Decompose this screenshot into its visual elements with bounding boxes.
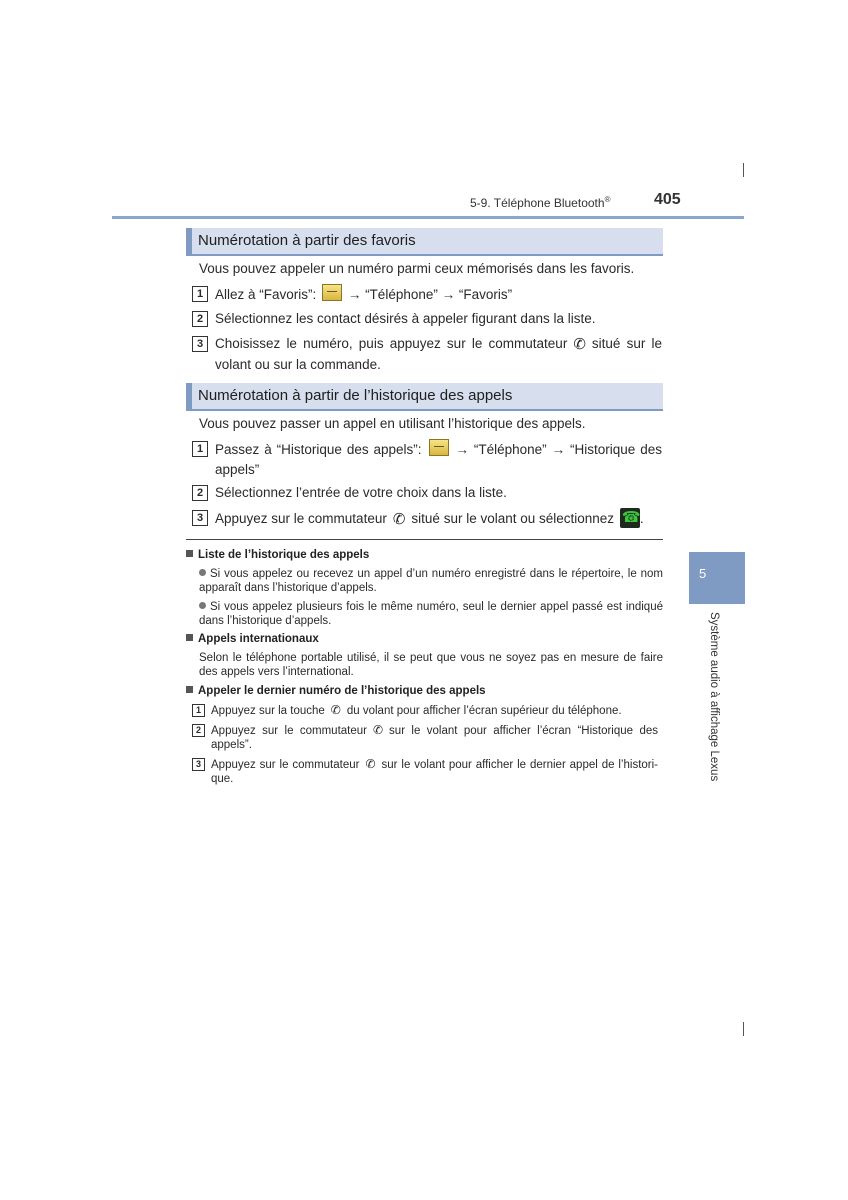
- call-button-icon: [620, 508, 640, 528]
- step-historique-3: 3 Appuyez sur le commutateur ✆ situé sur le volant ou sélectionnez ☎ .: [192, 508, 662, 530]
- bullet-dot-icon: [199, 602, 206, 609]
- registered-mark: ®: [604, 195, 611, 204]
- page-number: 405: [654, 191, 681, 208]
- step-number: 2: [192, 485, 208, 501]
- step-favoris-3: 3 Choisissez le numéro, puis appuyez sur le commutateur ✆ situé sur le volant ou sur la commande.: [192, 334, 662, 374]
- section-title: 5-9. Téléphone Bluetooth®: [470, 195, 611, 210]
- intro-favoris: Vous pouvez appeler un numéro parmi ceux mémorisés dans les favoris.: [199, 261, 635, 276]
- note-heading-rappel: Appeler le dernier numéro de l’historique des appels: [186, 684, 486, 699]
- heading-historique: Numérotation à partir de l’historique des appels: [186, 383, 663, 409]
- step-number: 3: [192, 510, 208, 526]
- phone-switch-icon: ✆: [372, 723, 384, 737]
- heading-favoris: Numérotation à partir des favoris: [186, 228, 663, 254]
- phone-switch-icon: ✆: [365, 757, 376, 771]
- rappel-step-1: 1 Appuyez sur la touche ✆ du volant pour afficher l’écran supérieur du téléphone.: [192, 703, 662, 719]
- menu-button-icon: [429, 439, 449, 456]
- phone-switch-icon: ✆: [573, 336, 586, 353]
- step-number: 3: [192, 758, 205, 771]
- note-internationaux-text: Selon le téléphone portable utilisé, il se peut que vous ne soyez pas en mesure de faire des appels vers l’international.: [199, 652, 663, 678]
- crop-mark-top: [743, 163, 744, 177]
- square-bullet-icon: [186, 550, 193, 557]
- phone-switch-icon: ✆: [330, 703, 341, 717]
- step-number: 1: [192, 441, 208, 457]
- intro-historique: Vous pouvez passer un appel en utilisant l’historique des appels.: [199, 416, 586, 431]
- chapter-number: 5: [699, 566, 707, 581]
- step-historique-1: 1 Passez à “Historique des appels”: → “Téléphone” → “Historique des appels”: [192, 439, 662, 479]
- phone-switch-icon: ✆: [392, 511, 406, 528]
- menu-button-icon: [322, 284, 342, 301]
- chapter-title-vertical: Système audio à affichage Lexus: [708, 612, 720, 782]
- square-bullet-icon: [186, 686, 193, 693]
- note-bullet-1: Si vous appelez ou recevez un appel d’un numéro enregistré dans le répertoire, le nom apparaît dans l’historique d’appels.: [199, 568, 663, 594]
- note-heading-liste: Liste de l’historique des appels: [186, 548, 369, 563]
- chapter-tab: [689, 552, 745, 604]
- step-favoris-1: 1 Allez à “Favoris”: → “Téléphone” → “Favoris”: [192, 284, 662, 304]
- step-historique-2: 2 Sélectionnez l’entrée de votre choix dans la liste.: [192, 483, 662, 503]
- rappel-step-3: 3 Appuyez sur le commutateur ✆ sur le volant pour afficher le dernier appel de l’histori-que.: [192, 757, 662, 787]
- step-number: 3: [192, 336, 208, 352]
- notes-separator: [186, 539, 663, 540]
- note-heading-internationaux: Appels internationaux: [186, 632, 319, 647]
- rappel-step-2: 2 Appuyez sur le commutateur ✆ sur le volant pour afficher l’écran “Historique des appels”.: [192, 723, 662, 753]
- header-rule: [112, 216, 744, 219]
- square-bullet-icon: [186, 634, 193, 641]
- step-number: 1: [192, 286, 208, 302]
- step-number: 1: [192, 704, 205, 717]
- step-number: 2: [192, 311, 208, 327]
- bullet-dot-icon: [199, 569, 206, 576]
- note-bullet-2: Si vous appelez plusieurs fois le même numéro, seul le dernier appel passé est indiqué dans l’historique d’appels.: [199, 601, 663, 627]
- step-favoris-2: 2 Sélectionnez les contact désirés à appeler figurant dans la liste.: [192, 309, 662, 329]
- step-number: 2: [192, 724, 205, 737]
- crop-mark-bottom: [743, 1022, 744, 1036]
